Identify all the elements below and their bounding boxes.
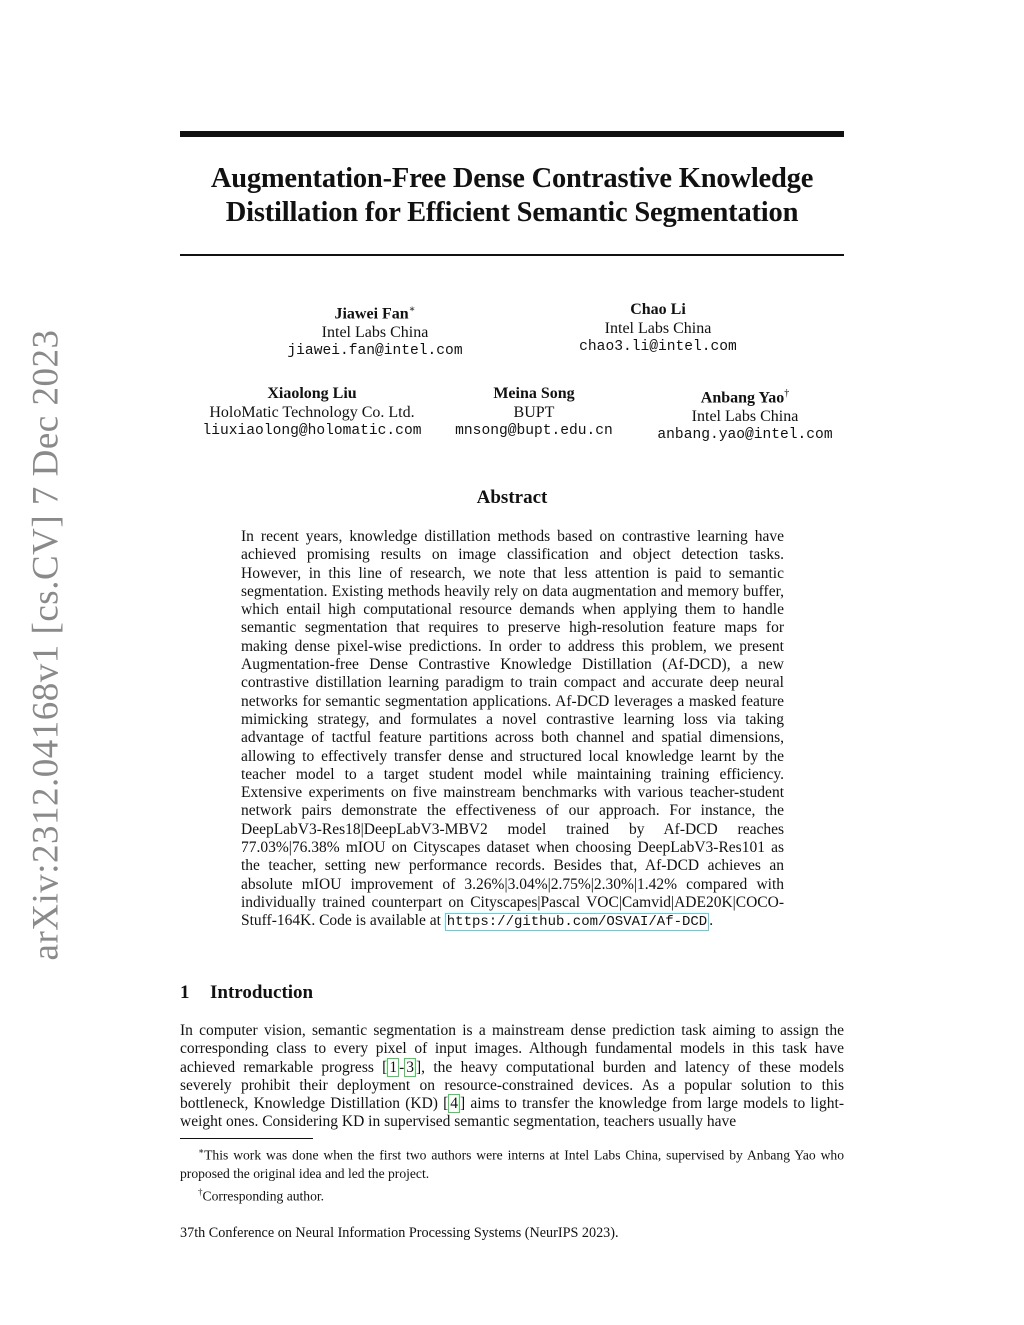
arxiv-id: arXiv:2312.04168v1 [cs.CV] 7 Dec 2023: [25, 329, 67, 961]
author-affiliation: Intel Labs China: [691, 407, 799, 425]
author-block: [528, 301, 788, 357]
corresponding-author-mark: †: [784, 388, 790, 399]
author-email: chao3.li@intel.com: [579, 339, 737, 355]
author-name: Anbang Yao†: [700, 388, 790, 407]
footnote-rule: [180, 1138, 313, 1139]
author-email: mnsong@bupt.edu.cn: [455, 423, 613, 439]
section-title: Introduction: [210, 982, 314, 1003]
introduction-paragraph: In computer vision, semantic segmentation is a mainstream dense prediction task aiming to assign the corresponding class to every pixel of input images. Although fundamental models in this task have achieved remarkable progress [ 1 - 3 ], the heavy computational burden and latency of these models severely prohibit their deployment on resource-constrained devices. As a popular solution to this bottleneck, Knowledge Distillation (KD) [ 4 ] aims to transfer the knowledge from large models to light-weight ones. Considering KD in supervised semantic segmentation, teachers usually have: [180, 1022, 844, 1131]
author-email: liuxiaolong@holomatic.com: [202, 423, 422, 439]
conference-venue: 37th Conference on Neural Information Processing Systems (NeurIPS 2023).: [180, 1225, 619, 1241]
author-name: Jiawei Fan∗: [334, 304, 416, 323]
author-block: [245, 301, 505, 361]
author-name: Meina Song: [493, 385, 575, 402]
author-name: Xiaolong Liu: [267, 385, 357, 402]
citation-link[interactable]: 1: [389, 1058, 398, 1076]
section-number: 1: [180, 982, 190, 1003]
author-email: jiawei.fan@intel.com: [287, 343, 463, 360]
author-name: Chao Li: [630, 301, 686, 318]
code-link[interactable]: https://github.com/OSVAI/Af-DCD: [446, 914, 708, 931]
author-affiliation: Intel Labs China: [604, 319, 712, 337]
abstract-body: In recent years, knowledge distillation methods based on contrastive learning have achieved promising results on image classification and object detection tasks. However, in this line of research, we note that less attention is paid to semantic segmentation. Existing methods heavily rely on data augmentation and memory buffer, which entail high computational resource demands when applying them to handle semantic segmentation that requires to preserve high-resolution feature maps for making dense pixel-wise predictions. In order to address this problem, we present Augmentation-free Dense Contrastive Knowledge Distillation (Af-DCD), a new contrastive distillation learning paradigm to train compact and accurate deep neural networks for semantic segmentation applications. Af-DCD leverages a masked feature mimicking strategy, and formulates a novel contrastive learning loss via taking advantage of tactful feature partitions across both channel and spatial dimensions, allowing to effectively transfer dense and structured local knowledge learnt by the teacher model to a target student model while maintaining training efficiency. Extensive experiments on five mainstream benchmarks with various teacher-student network pairs demonstrate the effectiveness of our approach. For instance, the DeepLabV3-Res18|DeepLabV3-MBV2 model trained by Af-DCD reaches 77.03%|76.38% mIOU on Cityscapes dataset when choosing DeepLabV3-Res101 as the teacher, setting new performance records. Besides that, Af-DCD achieves an absolute mIOU improvement of 3.26%|3.04%|2.75%|2.30%|1.42% compared with individually trained counterpart on Cityscapes|Pascal VOC|Camvid|ADE20K|COCO-Stuff-164K. Code is available at https://github.com/OSVAI/Af-DCD .: [241, 528, 784, 931]
citation-link[interactable]: 4: [450, 1095, 459, 1113]
author-affiliation: BUPT: [513, 403, 555, 421]
title-line-2: Distillation for Efficient Semantic Segmentation: [225, 197, 799, 228]
author-block: [625, 385, 865, 445]
author-email: anbang.yao@intel.com: [657, 427, 833, 444]
author-block: [182, 385, 442, 441]
equal-contribution-mark: ∗: [408, 304, 416, 315]
abstract-text: In recent years, knowledge distillation methods based on contrastive learning have achieved promising results on image classification and object detection tasks. However, in this line of research, we note that less attention is paid to semantic segmentation. Existing methods heavily rely on data augmentation and memory buffer, which entail high computational resource demands when applying them to handle semantic segmentation that requires to preserve high-resolution feature maps for making dense pixel-wise predictions. In order to address this problem, we present Augmentation-free Dense Contrastive Knowledge Distillation (Af-DCD), a new contrastive distillation learning paradigm to train compact and accurate deep neural networks for semantic segmentation applications. Af-DCD leverages a masked feature mimicking strategy, and formulates a novel contrastive learning loss via taking advantage of tactful feature partitions across both channel and spatial dimensions, allowing to effectively transfer dense and structured local knowledge learnt by the teacher model to a target student model while maintaining training efficiency. Extensive experiments on five mainstream benchmarks with various teacher-student network pairs demonstrate the effectiveness of our approach. For instance, the DeepLabV3-Res18|DeepLabV3-MBV2 model trained by Af-DCD reaches 77.03%|76.38% mIOU on Cityscapes dataset when choosing DeepLabV3-Res101 as the teacher, setting new performance records. Besides that, Af-DCD achieves an absolute mIOU improvement of 3.26%|3.04%|2.75%|2.30%|1.42% compared with individually trained counterpart on Cityscapes|Pascal VOC|Camvid|ADE20K|COCO-Stuff-164K. Code is available at: [241, 528, 784, 930]
abstract-heading: Abstract: [476, 487, 548, 508]
citation-link[interactable]: 3: [406, 1058, 415, 1076]
title-top-rule: [180, 131, 844, 137]
footnotes: [180, 1142, 844, 1205]
footnote: †Corresponding author.: [198, 1186, 325, 1204]
paper-title: [180, 162, 844, 230]
section-heading: [180, 981, 313, 1005]
title-bottom-rule: [180, 254, 844, 256]
author-affiliation: HoloMatic Technology Co. Ltd.: [209, 403, 415, 421]
title-line-1: Augmentation-Free Dense Contrastive Knowledge: [210, 163, 814, 194]
author-block: [414, 385, 654, 441]
author-affiliation: Intel Labs China: [321, 323, 429, 341]
footnote: ∗This work was done when the first two authors were interns at Intel Labs China, supervised by Anbang Yao who proposed the original idea and led the project.: [180, 1146, 844, 1181]
